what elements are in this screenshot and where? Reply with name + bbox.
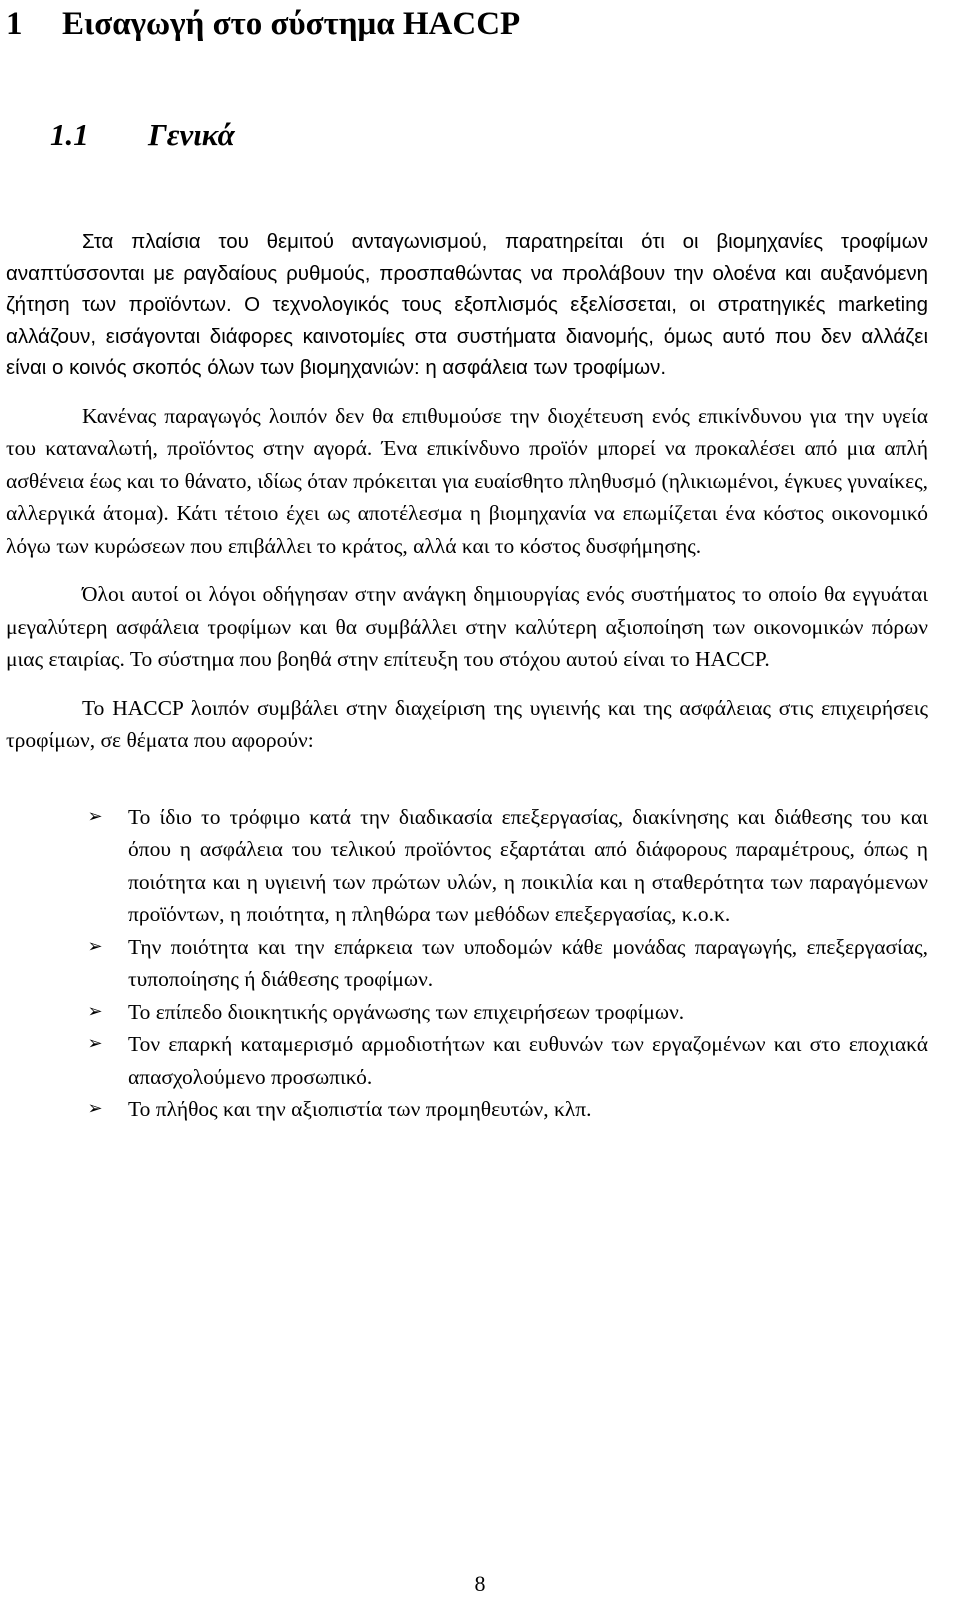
arrowhead-bullet-icon: ➢: [87, 1000, 103, 1022]
arrowhead-bullet-icon: ➢: [87, 935, 103, 957]
list-item-text: Την ποιότητα και την επάρκεια των υποδομών κάθε μονάδας παραγωγής, επεξεργασίας, τυποποίησης ή διάθεσης τροφίμων.: [128, 934, 928, 991]
list-item: [6, 1093, 928, 1126]
section-heading: [50, 113, 235, 157]
chapter-heading: [6, 2, 520, 46]
list-item-text: Τον επαρκή καταμερισμό αρμοδιοτήτων και ευθυνών των εργαζομένων και στο εποχιακά απασχολούμενο προσωπικό.: [128, 1032, 928, 1089]
paragraph-intro: Στα πλαίσια του θεμιτού ανταγωνισμού, παρατηρείται ότι οι βιομηχανίες τροφίμων αναπτύσσονται με ραγδαίους ρυθμούς, προσπαθώντας να προλάβουν την ολοένα και αυξανόμενη ζήτηση των προϊόντων. Ο τεχνολογικός τους εξοπλισμός εξελίσσεται, οι στρατηγικές marketing αλλάζουν, εισάγονται διάφορες καινοτομίες στα συστήματα διανομής, όμως αυτό που δεν αλλάζει είναι ο κοινός σκοπός όλων των βιομηχανιών: η ασφάλεια των τροφίμων.: [6, 230, 928, 379]
list-item-text: Το ίδιο το τρόφιμο κατά την διαδικασία επεξεργασίας, διακίνησης και διάθεσης του και όπου η ασφάλεια του τελικού προϊόντος εξαρτάται από διάφορους παραμέτρους, όπως η ποιότητα και η υγιεινή των πρώτων υλών, η ποικιλία και η σταθερότητα των παραγόμενων προϊόντων, η ποιότητα, η πληθώρα των μεθόδων επεξεργασίας, κ.ο.κ.: [128, 804, 928, 926]
list-item: [6, 996, 928, 1029]
paragraph-haccp-need: Όλοι αυτοί οι λόγοι οδήγησαν στην ανάγκη δημιουργίας ενός συστήματος το οποίο θα εγγυάται μεγαλύτερη ασφάλεια τροφίμων και θα συμβάλλει στην καλύτερη αξιοποίηση των οικονομικών πόρων μιας εταιρίας. Το σύστημα που βοηθά στην επίτευξη του στόχου αυτού είναι το HACCP.: [6, 582, 928, 671]
chapter-title: Εισαγωγή στο σύστημα HACCP: [62, 6, 521, 42]
paragraph-risks: Κανένας παραγωγός λοιπόν δεν θα επιθυμούσε την διοχέτευση ενός επικίνδυνου για την υγεία του καταναλωτή, προϊόντος στην αγορά. Ένα επικίνδυνο προϊόν μπορεί να προκαλέσει από μια απλή ασθένεια έως και το θάνατο, ιδίως όταν πρόκειται για ευαίσθητο πληθυσμό (ηλικιωμένοι, έγκυες γυναίκες, αλλεργικά άτομα). Κάτι τέτοιο έχει ως αποτέλεσμα η βιομηχανία να επωμίζεται ένα κόστος οικονομικό λόγω των κυρώσεων που επιβάλλει το κράτος, αλλά και το κόστος δυσφήμησης.: [6, 403, 928, 558]
list-item-text: Το επίπεδο διοικητικής οργάνωσης των επιχειρήσεων τροφίμων.: [128, 999, 685, 1024]
paragraph-haccp-scope: Το HACCP λοιπόν συμβάλει στην διαχείριση της υγιεινής και της ασφάλειας στις επιχειρήσεις τροφίμων, σε θέματα που αφορούν:: [6, 695, 928, 752]
list-item: [6, 931, 928, 996]
bullet-list: [6, 801, 928, 1126]
list-item: [6, 1028, 928, 1093]
section-number: 1.1: [50, 117, 89, 152]
document-body: [6, 218, 928, 1126]
section-title: Γενικά: [148, 117, 235, 152]
list-item-text: Το πλήθος και την αξιοπιστία των προμηθευτών, κλπ.: [128, 1097, 592, 1121]
arrowhead-bullet-icon: ➢: [87, 805, 103, 827]
arrowhead-bullet-icon: ➢: [87, 1098, 103, 1119]
list-item: [6, 801, 928, 931]
page-number: 8: [474, 1571, 486, 1596]
chapter-number: 1: [6, 6, 23, 42]
arrowhead-bullet-icon: ➢: [87, 1033, 103, 1054]
